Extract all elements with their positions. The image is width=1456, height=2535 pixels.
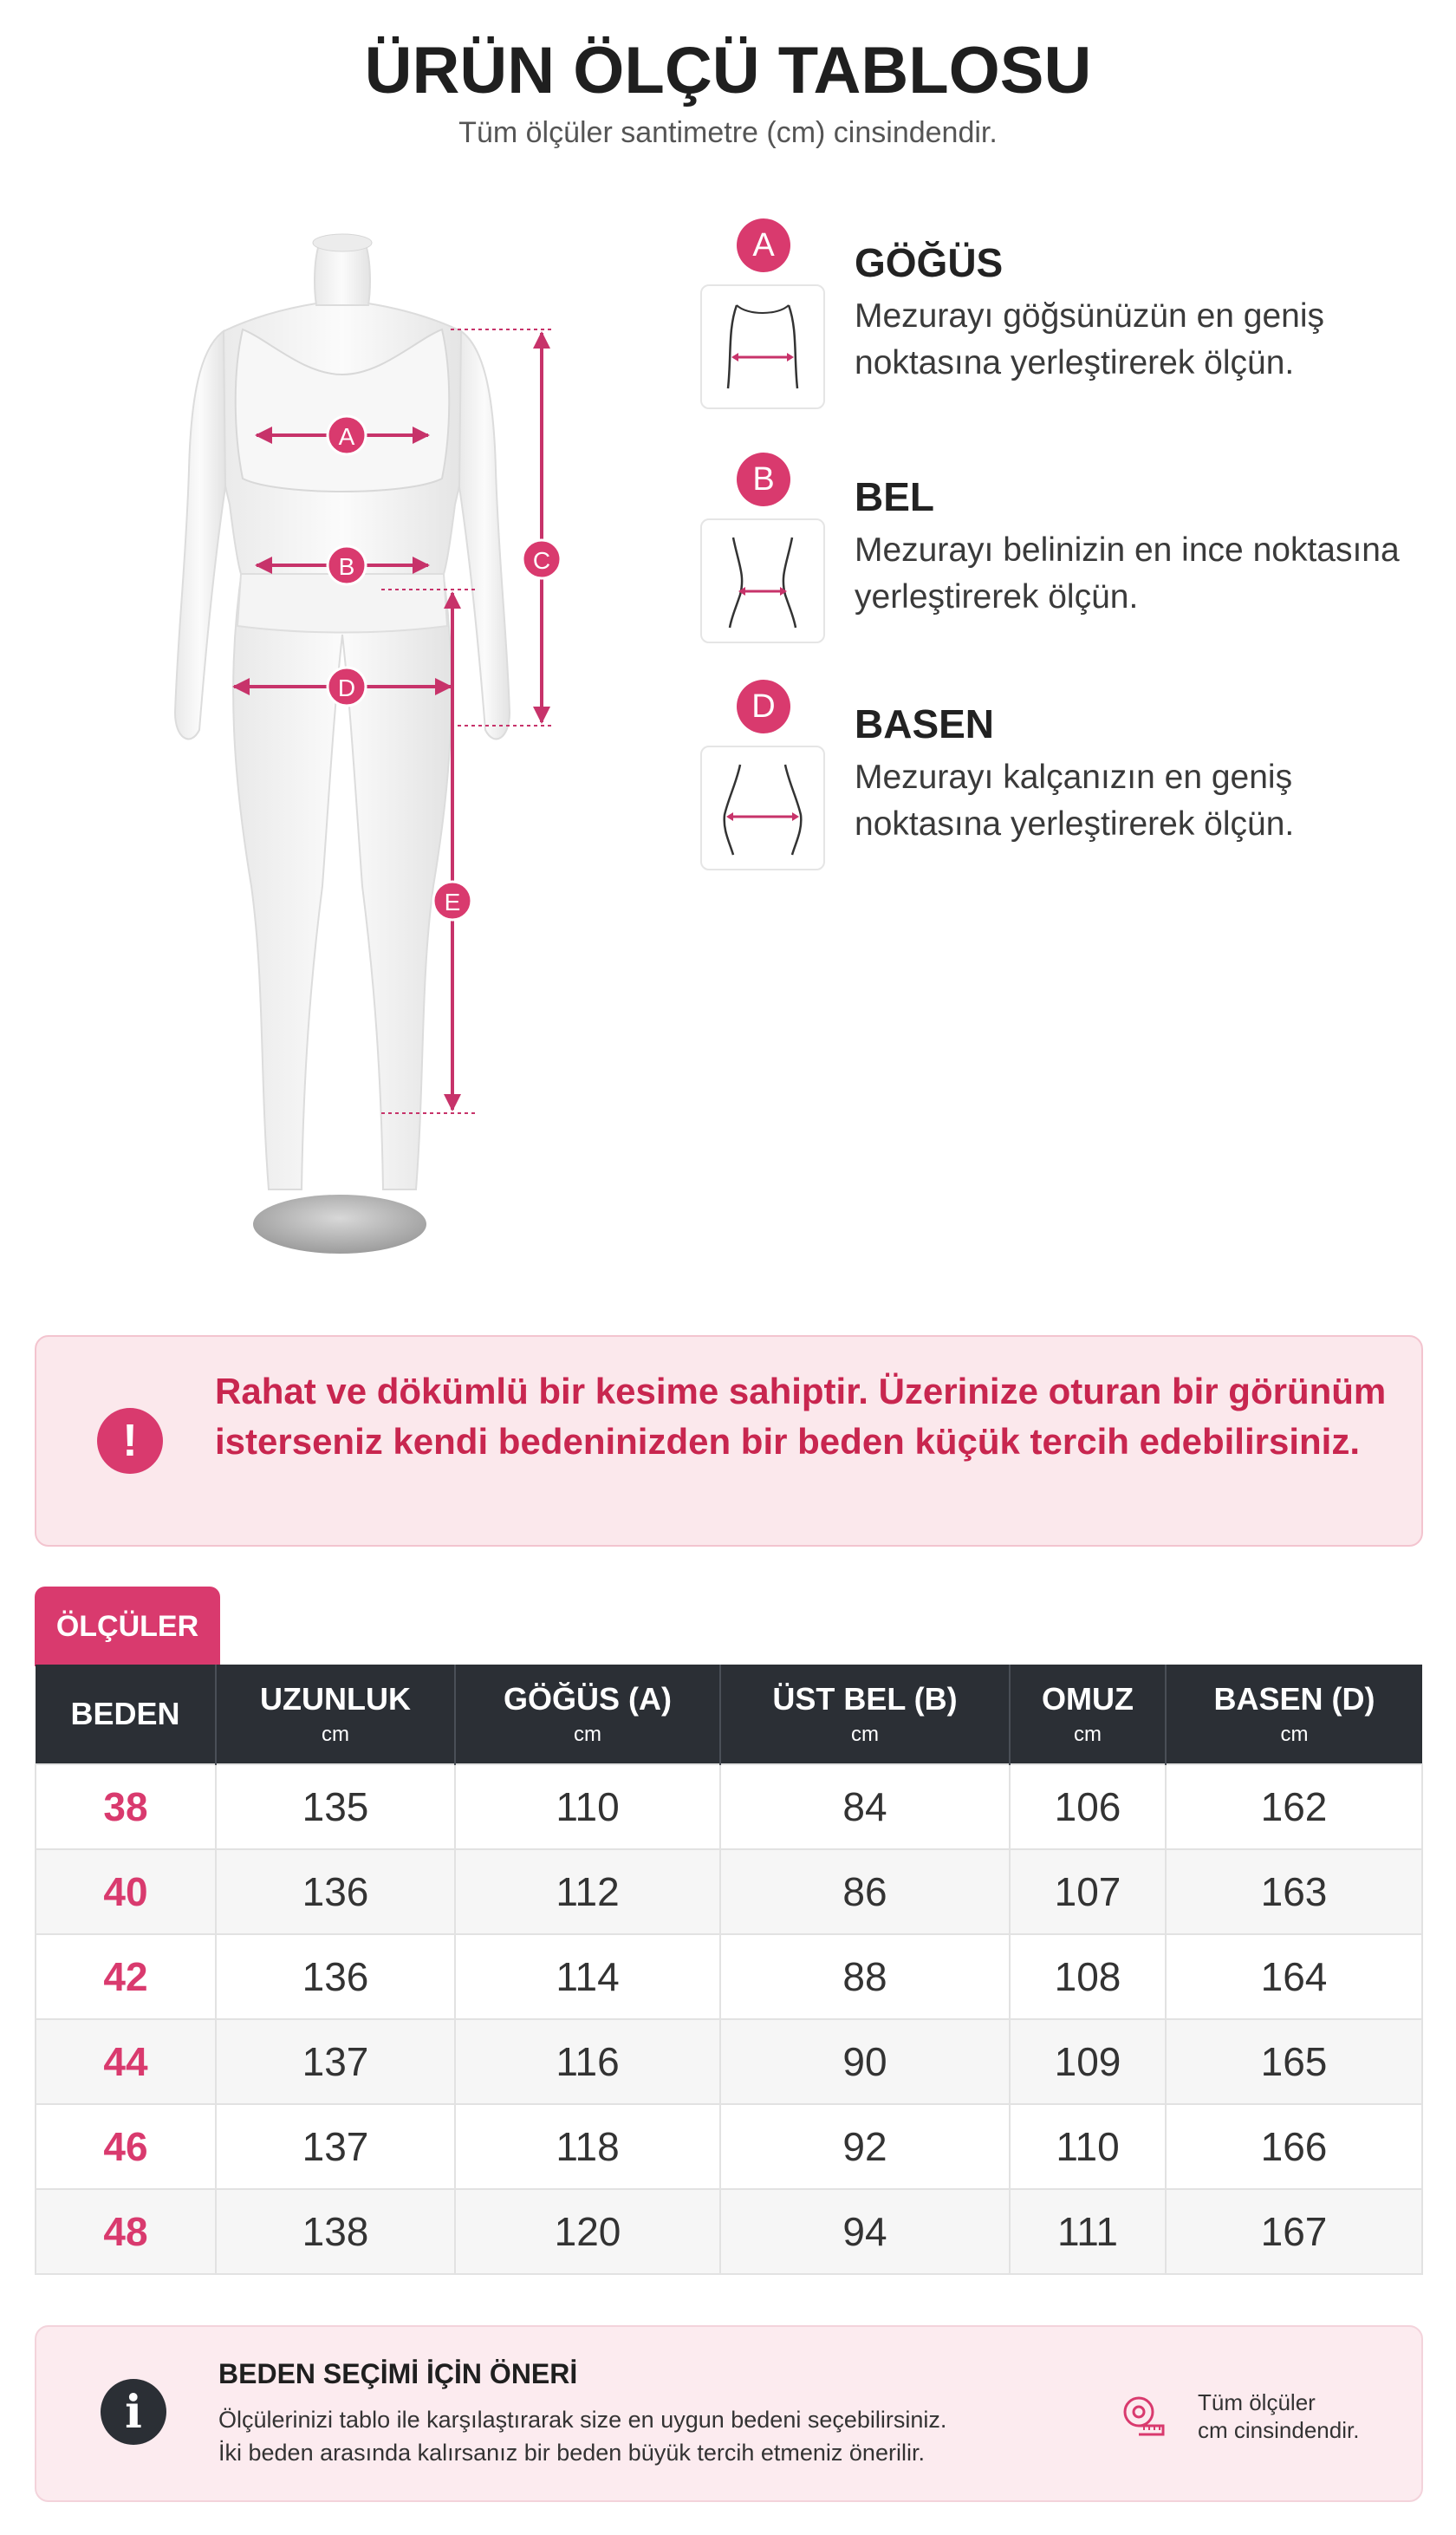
table-cell: 94	[720, 2189, 1010, 2274]
measurement-hip	[700, 680, 1437, 888]
table-row	[36, 2104, 1422, 2189]
measuring-tape-icon	[1120, 2391, 1168, 2440]
table-cell: 110	[1010, 2104, 1166, 2189]
measurement-chest	[700, 218, 1437, 427]
table-cell: 163	[1166, 1849, 1422, 1934]
advice-title: BEDEN SEÇİMİ İÇİN ÖNERİ	[218, 2358, 578, 2389]
advice-text: İki beden arasında kalırsanız bir beden büyük tercih etmeniz önerilir.	[218, 2440, 925, 2466]
table-cell: 111	[1010, 2189, 1166, 2274]
page-subtitle: Tüm ölçüler santimetre (cm) cinsindendir.	[458, 116, 998, 149]
column-header: OMUZ cm	[1010, 1665, 1166, 1764]
units-note: cm cinsindendir.	[1198, 2417, 1360, 2443]
measurement-title: BASEN	[855, 701, 995, 746]
svg-text:E: E	[444, 889, 461, 916]
chest-icon	[700, 284, 825, 409]
units-note: Tüm ölçüler	[1198, 2389, 1316, 2415]
size-table	[35, 1665, 1423, 2275]
marker-c	[523, 540, 561, 578]
table-cell: 162	[1166, 1764, 1422, 1849]
column-header: BASEN (D) cm	[1166, 1665, 1422, 1764]
measurement-description: Mezurayı göğsünüzün en geniş noktasına yerleştirerek ölçün.	[855, 297, 1325, 381]
measurements-tab: ÖLÇÜLER	[35, 1587, 220, 1666]
letter-badge-b: B	[737, 453, 790, 506]
advice-text: Ölçülerinizi tablo ile karşılaştırarak size en uygun bedeni seçebilirsiniz.	[218, 2407, 947, 2433]
measurement-description: Mezurayı kalçanızın en geniş noktasına yerleştirerek ölçün.	[855, 759, 1295, 843]
table-header-row	[36, 1665, 1422, 1764]
table-cell: 164	[1166, 1934, 1422, 2019]
table-cell: 109	[1010, 2019, 1166, 2104]
measurement-waist	[700, 453, 1437, 661]
table-cell: 112	[455, 1849, 720, 1934]
measurement-title: GÖĞÜS	[855, 240, 1004, 285]
table-cell: 92	[720, 2104, 1010, 2189]
marker-d	[328, 668, 366, 706]
info-icon: i	[101, 2379, 166, 2445]
fit-warning-text: Rahat ve dökümlü bir kesime sahiptir. Üzerinize oturan bir görünüm isterseniz kendi bedeninizden bir beden küçük tercih edebilirsiniz.	[215, 1371, 1387, 1462]
letter-badge-a: A	[737, 218, 790, 272]
size-advice-box	[35, 2325, 1423, 2502]
column-header: ÜST BEL (B) cm	[720, 1665, 1010, 1764]
table-cell: 116	[455, 2019, 720, 2104]
mannequin-figure	[95, 227, 589, 1268]
measurement-title: BEL	[855, 474, 934, 519]
table-row	[36, 1849, 1422, 1934]
size-cell: 48	[36, 2189, 216, 2274]
table-cell: 136	[216, 1849, 455, 1934]
table-cell: 86	[720, 1849, 1010, 1934]
table-cell: 166	[1166, 2104, 1422, 2189]
table-cell: 165	[1166, 2019, 1422, 2104]
letter-badge-d: D	[737, 680, 790, 733]
table-cell: 114	[455, 1934, 720, 2019]
table-cell: 107	[1010, 1849, 1166, 1934]
table-cell: 167	[1166, 2189, 1422, 2274]
column-header: UZUNLUK cm	[216, 1665, 455, 1764]
waist-icon	[700, 518, 825, 643]
table-cell: 110	[455, 1764, 720, 1849]
svg-text:D: D	[337, 674, 356, 701]
svg-text:C: C	[532, 547, 551, 574]
fit-warning-box	[35, 1335, 1423, 1547]
size-cell: 40	[36, 1849, 216, 1934]
table-cell: 88	[720, 1934, 1010, 2019]
column-header: GÖĞÜS (A) cm	[455, 1665, 720, 1764]
table-row	[36, 1934, 1422, 2019]
table-row	[36, 2019, 1422, 2104]
table-cell: 120	[455, 2189, 720, 2274]
column-header: BEDEN	[36, 1665, 216, 1764]
size-cell: 44	[36, 2019, 216, 2104]
table-cell: 137	[216, 2019, 455, 2104]
table-cell: 90	[720, 2019, 1010, 2104]
marker-a	[328, 416, 366, 454]
size-cell: 42	[36, 1934, 216, 2019]
measurement-description: Mezurayı belinizin en ince noktasına yerleştirerek ölçün.	[855, 531, 1400, 616]
size-cell: 38	[36, 1764, 216, 1849]
marker-e	[433, 882, 471, 920]
table-cell: 137	[216, 2104, 455, 2189]
svg-text:B: B	[338, 553, 355, 580]
size-cell: 46	[36, 2104, 216, 2189]
svg-text:A: A	[338, 423, 355, 450]
table-row	[36, 2189, 1422, 2274]
table-cell: 136	[216, 1934, 455, 2019]
table-cell: 84	[720, 1764, 1010, 1849]
exclamation-icon: !	[97, 1408, 163, 1474]
table-cell: 118	[455, 2104, 720, 2189]
hip-icon	[700, 746, 825, 870]
marker-b	[328, 546, 366, 584]
table-cell: 106	[1010, 1764, 1166, 1849]
table-row	[36, 1764, 1422, 1849]
table-cell: 138	[216, 2189, 455, 2274]
page-title: ÜRÜN ÖLÇÜ TABLOSU	[364, 34, 1092, 108]
table-cell: 135	[216, 1764, 455, 1849]
table-cell: 108	[1010, 1934, 1166, 2019]
